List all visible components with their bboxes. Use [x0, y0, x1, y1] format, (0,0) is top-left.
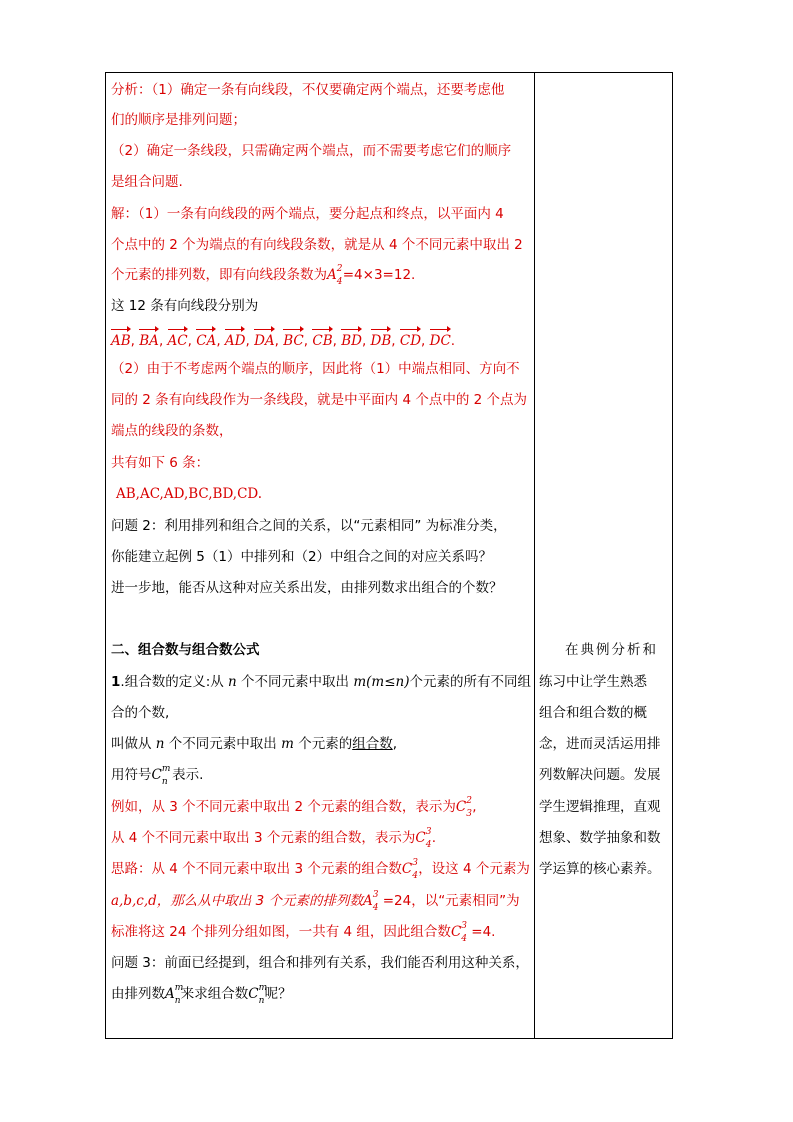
- vector-separator: ,: [391, 333, 400, 349]
- vector-bc: BC: [283, 328, 304, 351]
- part2-line-4: 共有如下 6 条：: [111, 455, 210, 471]
- analysis-line-4: 是组合问题.: [111, 174, 183, 190]
- solution-line-2: 个点中的 2 个为端点的有向线段条数，就是从 4 个不同元素中取出 2: [111, 237, 523, 253]
- definition-line-1: 1.组合数的定义:从 n 个不同元素中取出 m(m≤n)个元素的所有不同组: [111, 674, 531, 690]
- example-line-2: 从 4 个不同元素中取出 3 个元素的组合数，表示为C 3 4 .: [111, 827, 436, 850]
- notes-line-7: 想象、数学抽象和数: [539, 830, 661, 846]
- vector-da: DA: [254, 328, 275, 351]
- vector-separator: ,: [158, 333, 168, 349]
- column-divider: [534, 73, 535, 1038]
- notes-line-2: 练习中让学生熟悉: [539, 674, 647, 690]
- notes-line-1: 在典例分析和: [565, 642, 658, 658]
- notes-line-4: 念，进而灵活运用排: [539, 736, 661, 752]
- vector-separator: ,: [303, 333, 313, 349]
- notes-line-5: 列数解决问题。发展: [539, 767, 661, 783]
- question2-line-1: 问题 2：利用排列和组合之间的关系，以“元素相同” 为标准分类，: [111, 518, 507, 534]
- vector-dc: DC: [430, 328, 451, 351]
- vector-ac: AC: [168, 328, 188, 351]
- solution-line-1: 解：（1）一条有向线段的两个端点，要分起点和终点，以平面内 4: [111, 206, 504, 222]
- segment-list: AB,AC,AD,BC,BD,CD.: [116, 486, 263, 502]
- definition-line-2: 合的个数,: [111, 705, 170, 721]
- vector-ab: AB: [111, 328, 131, 351]
- notes-line-8: 学运算的核心素养。: [539, 861, 661, 877]
- analysis-line-3: （2）确定一条线段，只需确定两个端点，而不需要考虑它们的顺序: [111, 143, 512, 159]
- vector-list: [111, 328, 455, 351]
- idea-line-2: a,b,c,d，那么从中取出 3 个元素的排列数A 3 4 =24，以“元素相同”为: [111, 890, 520, 913]
- symbol-line: 用符号C m n 表示.: [111, 764, 204, 787]
- vector-separator: ,: [274, 333, 284, 349]
- question3-line-2: 由排列数A m n 来求组合数C m n 呢？: [111, 983, 292, 1006]
- vector-separator: ,: [130, 333, 140, 349]
- example-line-1: 例如，从 3 个不同元素中取出 2 个元素的组合数，表示为C 2 3 ,: [111, 796, 477, 819]
- vector-separator: .: [450, 333, 456, 349]
- question2-line-3: 进一步地，能否从这种对应关系出发，由排列数求出组合的个数？: [111, 580, 503, 596]
- combination-term: 组合数: [352, 736, 393, 752]
- vector-separator: ,: [245, 333, 255, 349]
- vector-separator: ,: [187, 333, 197, 349]
- vector-cd: CD: [400, 328, 421, 351]
- notes-line-6: 学生逻辑推理，直观: [539, 799, 661, 815]
- analysis-line-1: 分析：（1）确定一条有向线段，不仅要确定两个端点，还要考虑他: [111, 82, 505, 98]
- vector-ad: AD: [225, 328, 246, 351]
- solution-line-3: 个元素的排列数，即有向线段条数为A 2 4 =4×3=12.: [111, 264, 416, 287]
- vector-ca: CA: [196, 328, 216, 351]
- solution-line-4: 这 12 条有向线段分别为: [111, 298, 259, 314]
- question3-line-1: 问题 3：前面已经提到，组合和排列有关系，我们能否利用这种关系，: [111, 955, 529, 971]
- vector-separator: ,: [332, 333, 342, 349]
- part2-line-3: 端点的线段的条数，: [111, 423, 233, 439]
- idea-line-3: 标准将这 24 个排列分组如图，一共有 4 组，因此组合数C 3 4 =4.: [111, 921, 496, 944]
- lesson-table: [105, 72, 673, 1039]
- vector-ba: BA: [139, 328, 159, 351]
- vector-separator: ,: [361, 333, 371, 349]
- vector-cb: CB: [312, 328, 332, 351]
- idea-line-1: 思路：从 4 个不同元素中取出 3 个元素的组合数C 3 4 ，设这 4 个元素为: [111, 858, 530, 881]
- permutation-symbol: A 2 4: [327, 264, 343, 287]
- section-heading: 二、组合数与组合数公式: [111, 642, 260, 658]
- vector-separator: ,: [421, 333, 430, 349]
- question2-line-2: 你能建立起例 5（1）中排列和（2）中组合之间的对应关系吗？: [111, 549, 493, 565]
- definition-line-3: 叫做从 n 个不同元素中取出 m 个元素的组合数,: [111, 736, 397, 752]
- vector-db: DB: [371, 328, 392, 351]
- vector-separator: ,: [216, 333, 225, 349]
- part2-line-1: （2）由于不考虑两个端点的顺序，因此将（1）中端点相同、方向不: [111, 361, 520, 377]
- analysis-line-2: 们的顺序是排列问题；: [111, 112, 246, 128]
- combination-symbol: C m n: [151, 764, 171, 787]
- part2-line-2: 同的 2 条有向线段作为一条线段，就是中平面内 4 个点中的 2 个点为: [111, 392, 528, 408]
- vector-bd: BD: [341, 328, 362, 351]
- notes-line-3: 组合和组合数的概: [539, 705, 647, 721]
